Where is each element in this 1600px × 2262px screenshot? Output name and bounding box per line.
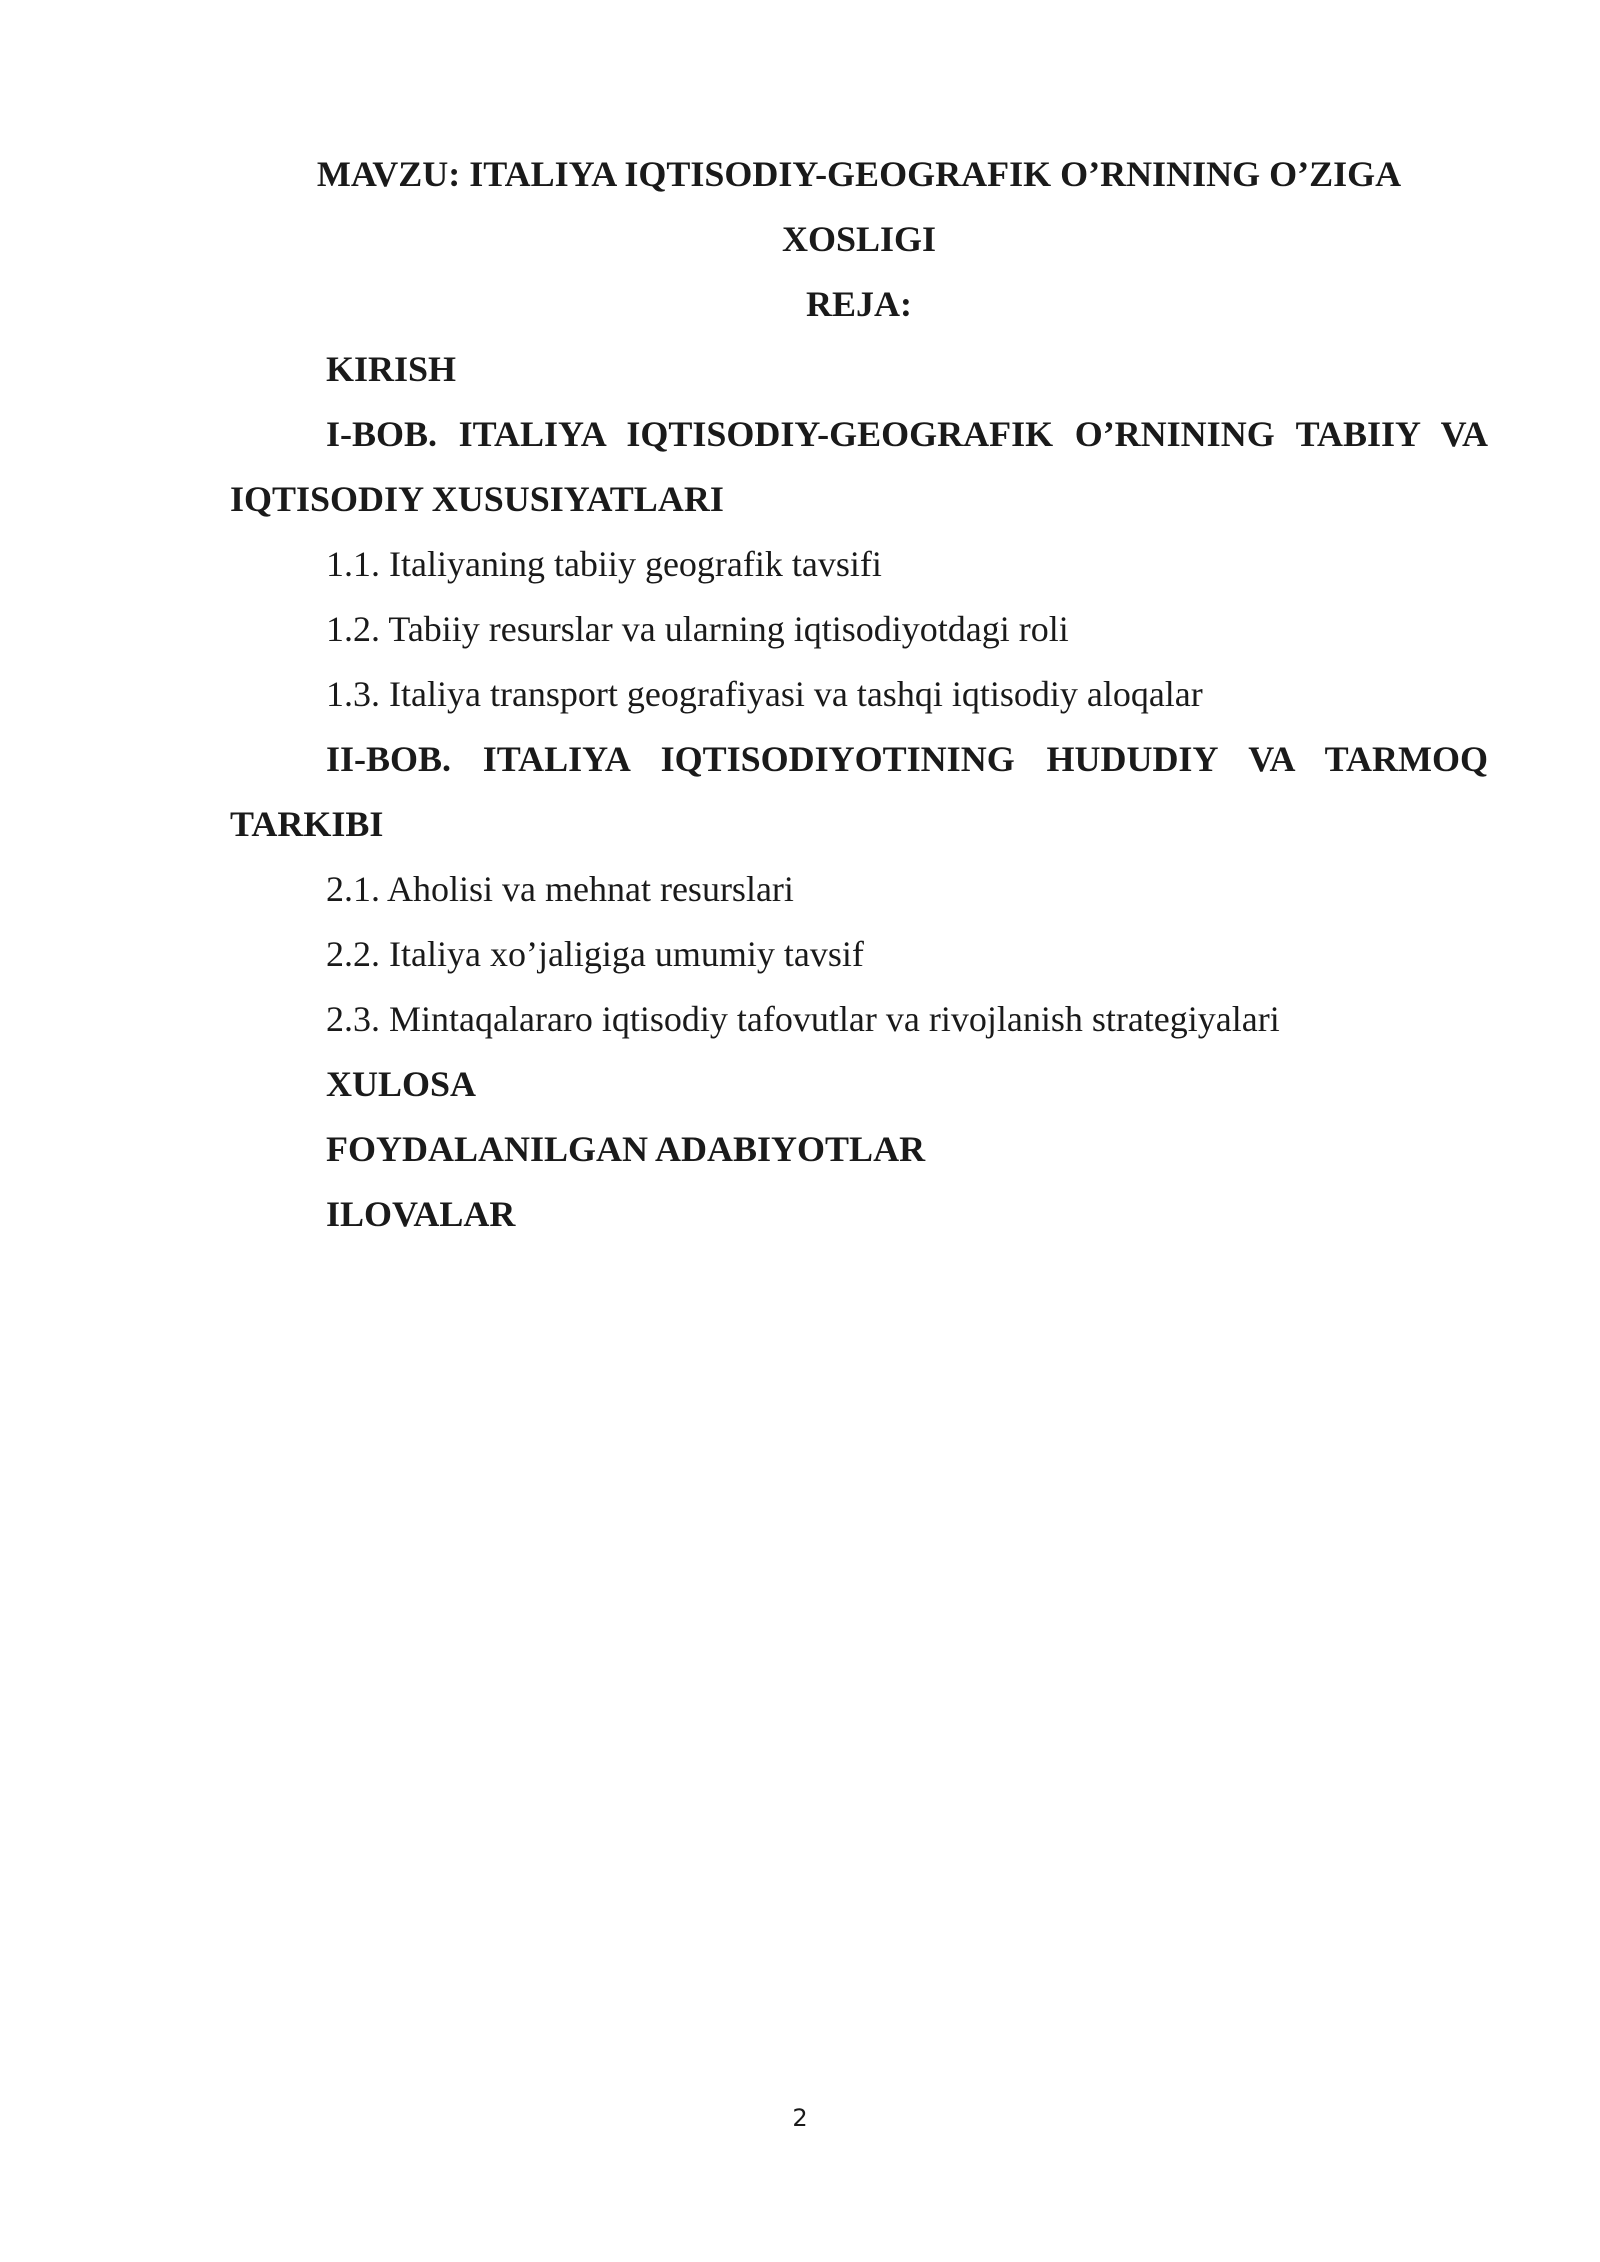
conclusion-entry: XULOSA xyxy=(326,1064,477,1104)
intro-entry: KIRISH xyxy=(326,349,457,389)
chapter-2-item: 2.3. Mintaqalararo iqtisodiy tafovutlar va rivojlanish strategiyalari xyxy=(326,999,1280,1039)
title-line-2: XOSLIGI xyxy=(781,219,937,259)
appendices-entry: ILOVALAR xyxy=(326,1194,516,1234)
chapter-1-item: 1.1. Italiyaning tabiiy geografik tavsifi xyxy=(326,544,882,584)
references-entry: FOYDALANILGAN ADABIYOTLAR xyxy=(326,1129,926,1169)
chapter-1-item: 1.2. Tabiiy resurslar va ularning iqtisodiyotdagi roli xyxy=(326,609,1069,649)
chapter-1-heading: I-BOB. ITALIYA IQTISODIY-GEOGRAFIK O’RNINING TABIIY VA IQTISODIY XUSUSIYATLARI xyxy=(230,414,1488,519)
chapter-2-heading: II-BOB. ITALIYA IQTISODIYOTINING HUDUDIY VA TARMOQ TARKIBI xyxy=(230,739,1488,844)
page-number: 2 xyxy=(792,2104,808,2132)
plan-heading: REJA: xyxy=(806,284,912,324)
table-of-contents xyxy=(230,142,1488,1247)
chapter-1-item: 1.3. Italiya transport geografiyasi va tashqi iqtisodiy aloqalar xyxy=(326,674,1203,714)
chapter-2-item: 2.2. Italiya xo’jaligiga umumiy tavsif xyxy=(326,934,864,974)
title-line-1: MAVZU: ITALIYA IQTISODIY-GEOGRAFIK O’RNINING O’ZIGA xyxy=(316,154,1402,194)
chapter-2-item: 2.1. Aholisi va mehnat resurslari xyxy=(326,869,794,909)
